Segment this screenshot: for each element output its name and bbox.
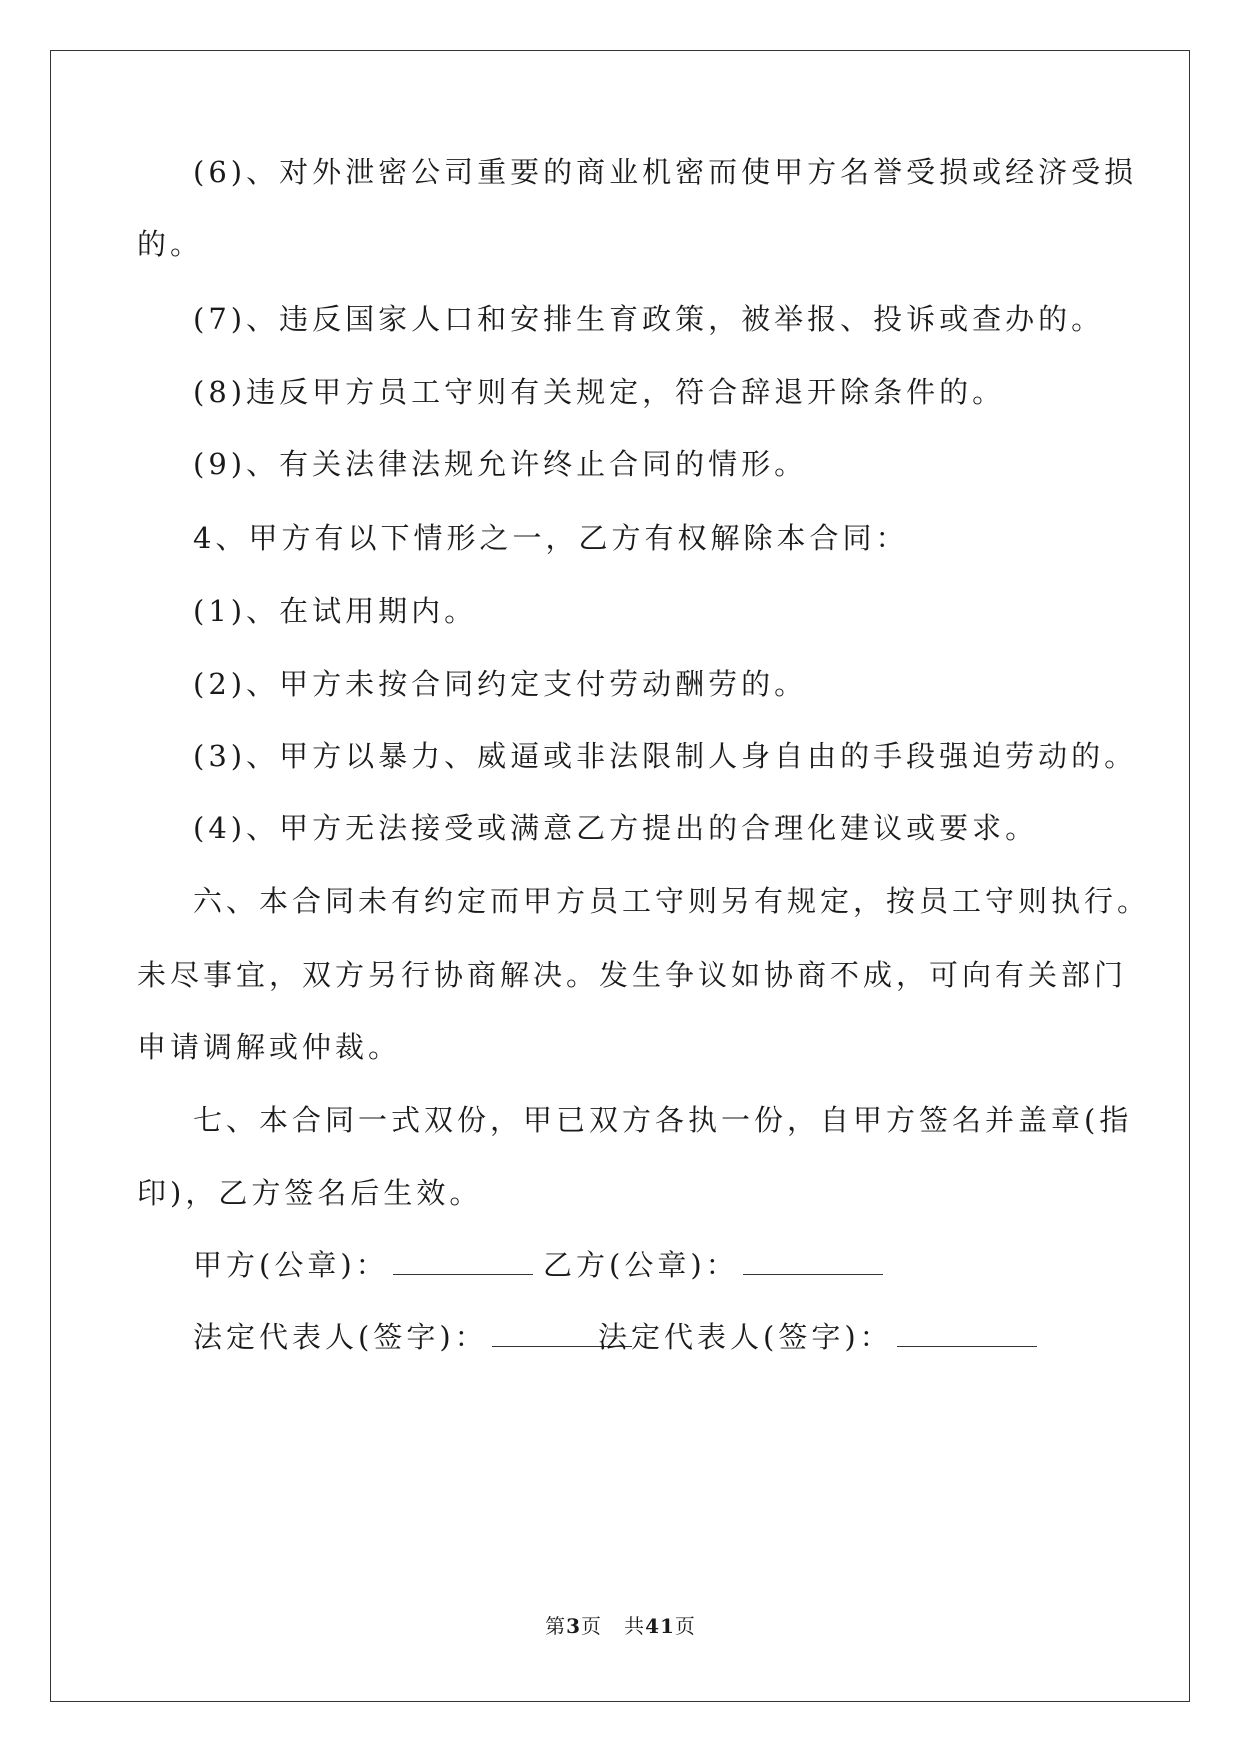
clause-9: (9)、有关法律法规允许终止合同的情形。 [193, 447, 808, 481]
footer-prefix: 第 [545, 1614, 567, 1638]
footer-total-prefix: 共 [624, 1614, 646, 1638]
party-b-seal-blank [743, 1252, 883, 1275]
clause-4-1: (1)、在试用期内。 [193, 594, 478, 628]
page-frame [50, 50, 1190, 1702]
clause-4-4: (4)、甲方无法接受或满意乙方提出的合理化建议或要求。 [193, 811, 1039, 845]
footer-total-pages: 41 [645, 1614, 675, 1638]
clause-4-2: (2)、甲方未按合同约定支付劳动酬劳的。 [193, 667, 808, 701]
party-a-rep-label: 法定代表人(签字)： [193, 1320, 488, 1354]
party-a-rep-row [193, 1320, 632, 1354]
section-six-line-2: 未尽事宜，双方另行协商解决。发生争议如协商不成，可向有关部门 [137, 958, 1128, 992]
party-a-seal-blank [393, 1252, 533, 1275]
page-footer [0, 1610, 1241, 1639]
footer-total-suffix: 页 [674, 1614, 696, 1638]
party-b-seal-label: 乙方(公章)： [543, 1248, 739, 1282]
clause-8: (8)违反甲方员工守则有关规定，符合辞退开除条件的。 [193, 375, 1006, 409]
party-b-seal-row [543, 1248, 883, 1282]
section-six-line-1: 六、本合同未有约定而甲方员工守则另有规定，按员工守则执行。 [193, 884, 1151, 918]
party-b-rep-blank [897, 1324, 1037, 1347]
clause-7: (7)、违反国家人口和安排生育政策，被举报、投诉或查办的。 [193, 302, 1105, 336]
section-4-heading: 4、甲方有以下情形之一，乙方有权解除本合同： [193, 521, 909, 555]
clause-6-cont: 的。 [137, 227, 204, 261]
clause-6: (6)、对外泄密公司重要的商业机密而使甲方名誉受损或经济受损 [193, 155, 1138, 189]
clause-4-3: (3)、甲方以暴力、威逼或非法限制人身自由的手段强迫劳动的。 [193, 739, 1138, 773]
footer-page-suffix: 页 [581, 1614, 602, 1638]
section-seven-line-1: 七、本合同一式双份，甲已双方各执一份，自甲方签名并盖章(指 [193, 1103, 1133, 1137]
section-seven-line-2: 印)，乙方签名后生效。 [137, 1176, 483, 1210]
party-a-seal-row [193, 1248, 533, 1282]
section-six-line-3: 申请调解或仲裁。 [137, 1030, 402, 1064]
party-a-seal-label: 甲方(公章)： [193, 1248, 389, 1282]
footer-page-number: 3 [566, 1614, 581, 1638]
party-b-rep-label: 法定代表人(签字)： [598, 1320, 893, 1354]
party-b-rep-row [598, 1320, 1037, 1354]
